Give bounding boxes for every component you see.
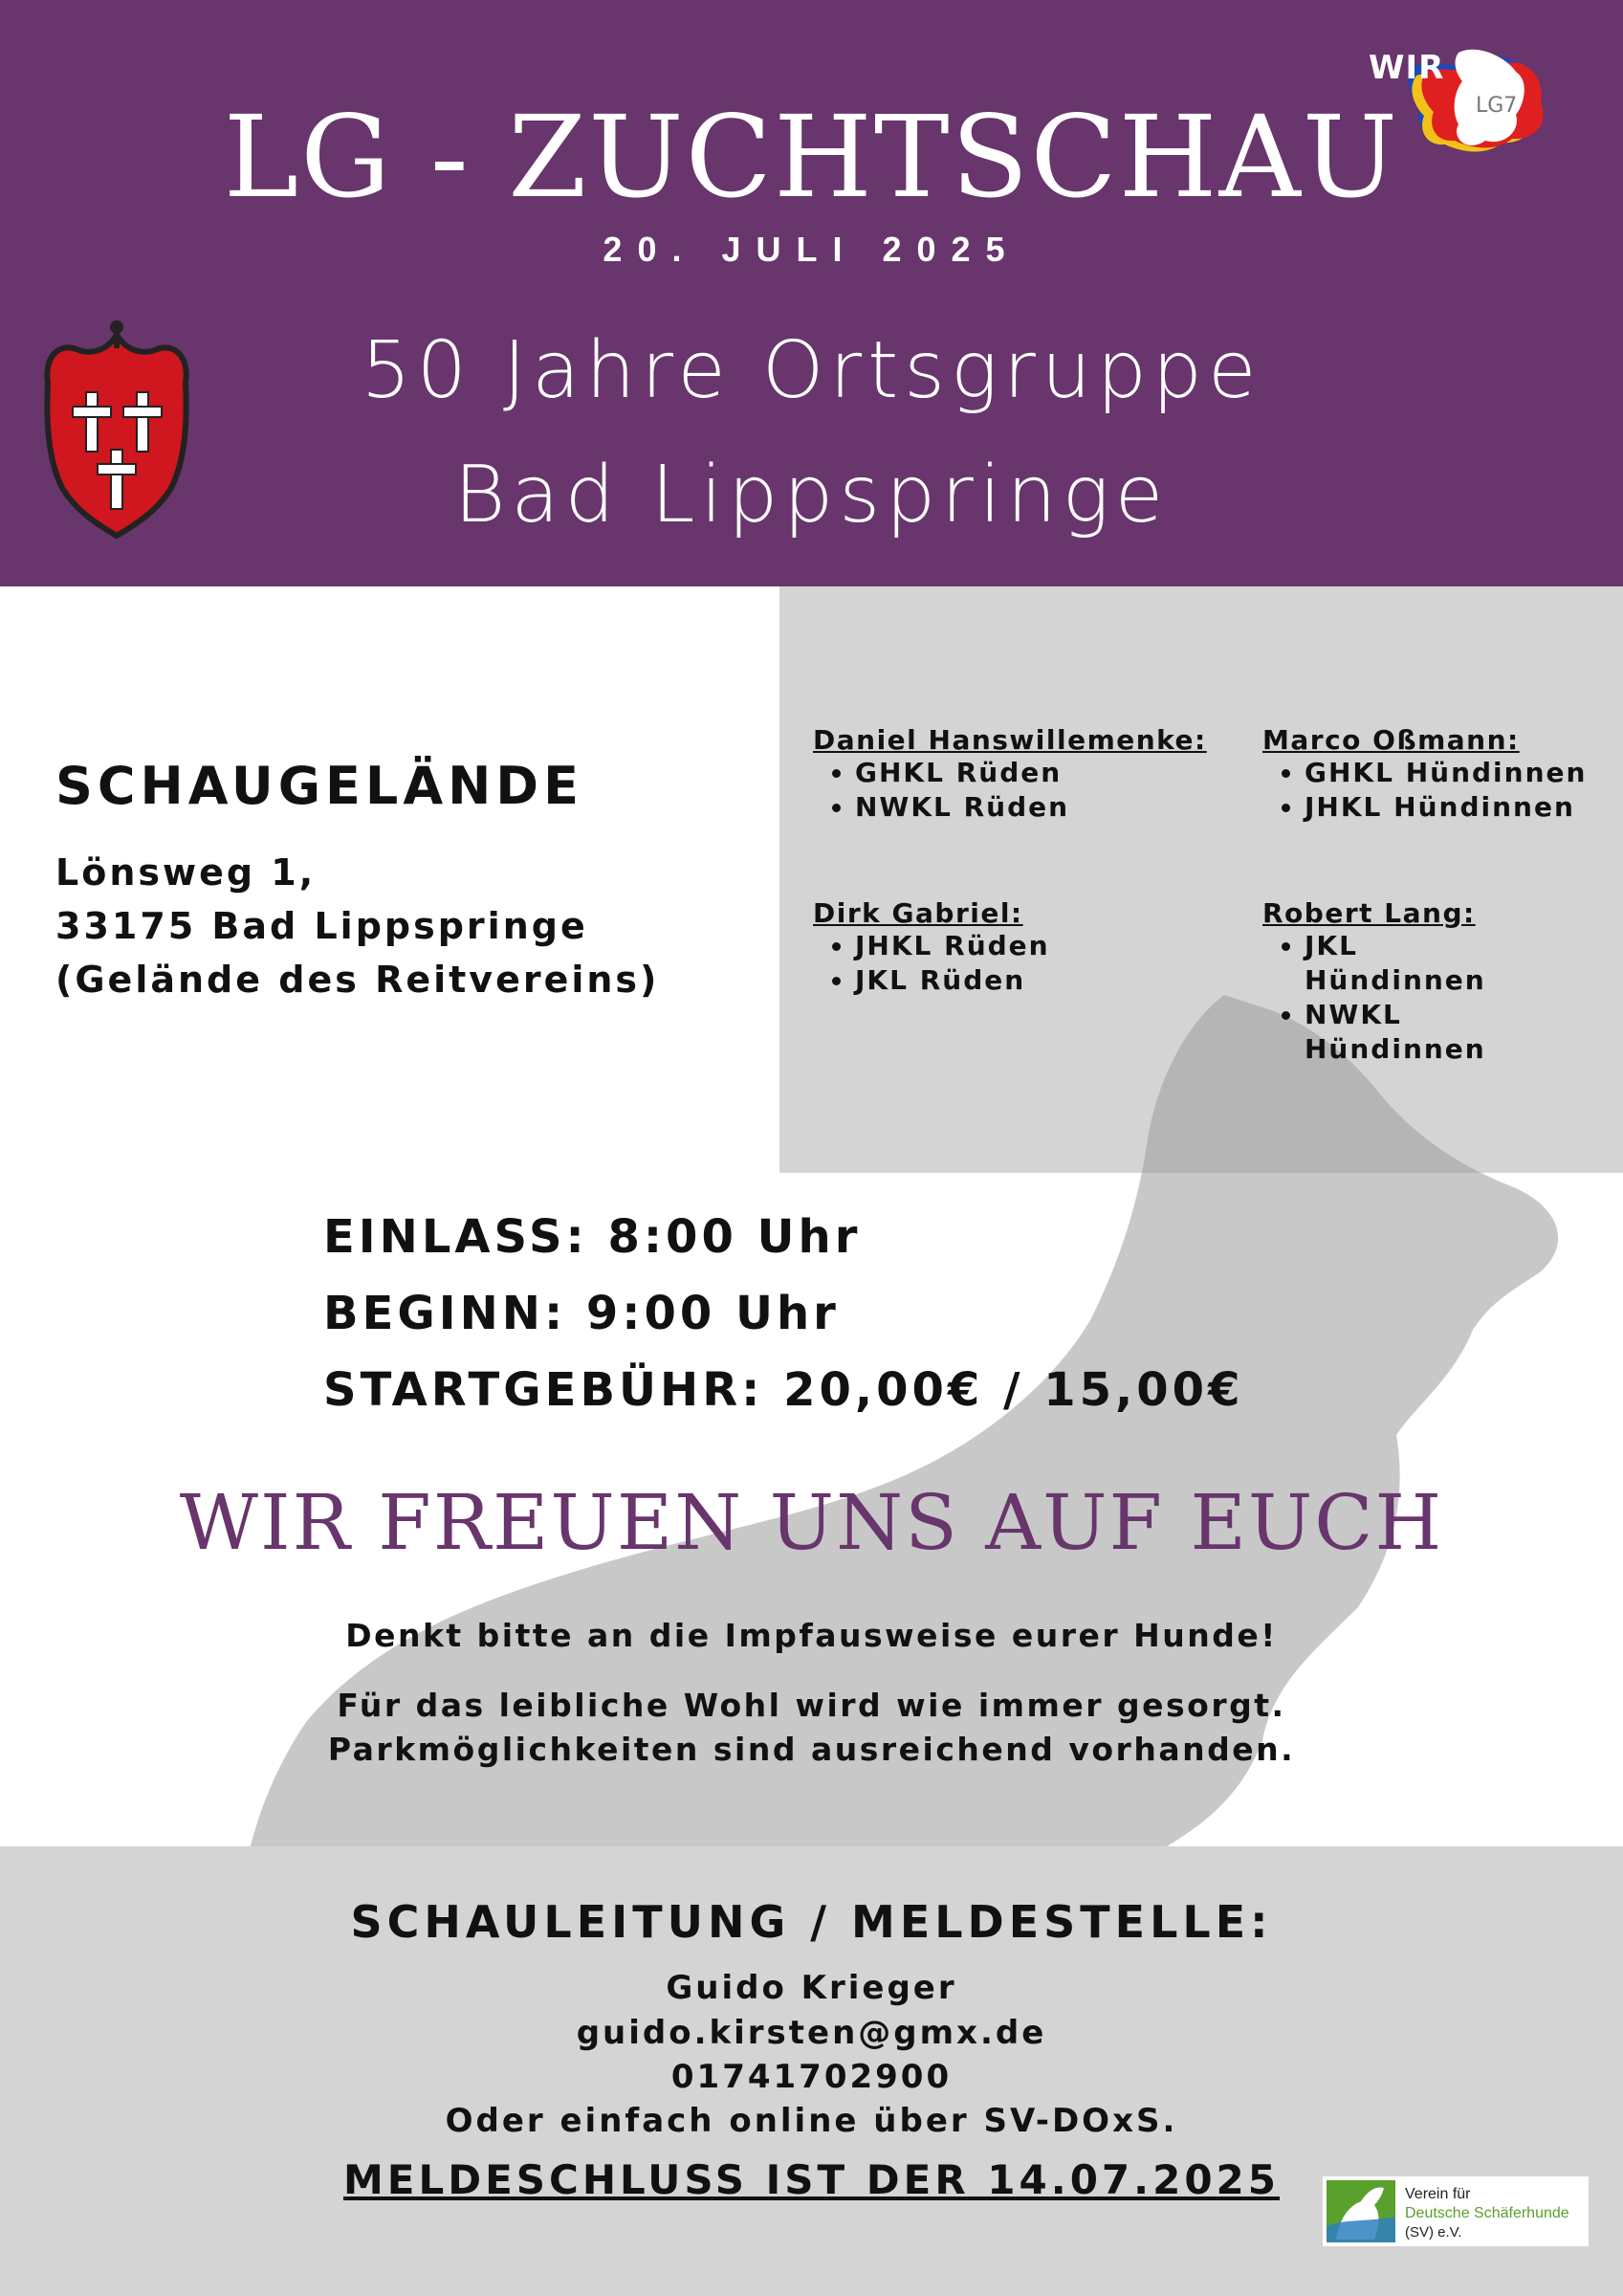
footer-heading: SCHAULEITUNG / MELDESTELLE: [350, 1896, 1273, 1948]
judge-class: • NWKL Rüden [855, 790, 1224, 825]
food-note: Für das leibliche Wohl wird wie immer gesorgt. [337, 1687, 1286, 1724]
slogan: WIR FREUEN UNS AUF EUCH [179, 1478, 1444, 1567]
parking-note: Parkmöglichkeiten sind ausreichend vorhanden. [327, 1731, 1296, 1768]
judge-class: • NWKL Hündinnen [1305, 998, 1496, 1067]
judge-class: • GHKL Hündinnen [1305, 756, 1607, 790]
entry-fee: STARTGEBÜHR: 20,00€ / 15,00€ [323, 1363, 1244, 1417]
judge-class: • JKL Rüden [855, 963, 1224, 998]
start-time: BEGINN: 9:00 Uhr [323, 1287, 840, 1340]
judge-block [813, 897, 1224, 998]
venue-note: (Gelände des Reitvereins) [55, 959, 660, 1001]
venue-heading: SCHAUGELÄNDE [55, 756, 584, 816]
judge-class: • JKL Hündinnen [1305, 929, 1549, 998]
judge-name: Marco Oßmann: [1262, 724, 1520, 756]
contact-phone[interactable]: 01741702900 [670, 2058, 953, 2096]
event-title: LG - ZUCHTSCHAU [223, 91, 1400, 223]
anniversary-line: 50 Jahre Ortsgruppe [361, 325, 1262, 416]
contact-name: Guido Krieger [666, 1969, 957, 2007]
online-note: Oder einfach online über SV-DOxS. [445, 2102, 1178, 2140]
sv-shepherd-icon [1327, 2180, 1395, 2242]
sv-logo-line2: Deutsche Schäferhunde [1405, 2205, 1569, 2221]
lg7-logo [1363, 33, 1592, 158]
judge-block [1262, 724, 1607, 825]
judge-class: • JHKL Rüden [855, 929, 1224, 963]
judge-name: Robert Lang: [1262, 897, 1476, 929]
coat-of-arms-icon [38, 316, 196, 541]
judge-name: Daniel Hanswillemenke: [813, 724, 1207, 756]
vaccination-note: Denkt bitte an die Impfausweise eurer Hunde! [345, 1617, 1278, 1654]
lg7-badge: LG7 [1476, 94, 1518, 118]
judge-class: • GHKL Rüden [855, 756, 1224, 790]
judge-class: • JHKL Hündinnen [1305, 790, 1607, 825]
venue-city: 33175 Bad Lippspringe [55, 905, 588, 947]
event-date: 20. JULI 2025 [603, 230, 1020, 269]
sv-logo-line1: Verein für [1405, 2186, 1471, 2202]
sv-logo [1323, 2176, 1589, 2246]
judge-block [813, 724, 1224, 825]
venue-street: Lönsweg 1, [55, 851, 317, 894]
admission-time: EINLASS: 8:00 Uhr [323, 1210, 862, 1264]
judge-name: Dirk Gabriel: [813, 897, 1023, 929]
deadline: MELDESCHLUSS IST DER 14.07.2025 [343, 2156, 1280, 2203]
contact-email[interactable]: guido.kirsten@gmx.de [576, 2014, 1047, 2052]
judge-block [1262, 897, 1549, 1067]
sv-logo-line3: (SV) e.V. [1405, 2224, 1462, 2241]
wir-logo-text: WIR [1369, 49, 1445, 87]
town-line: Bad Lippspringe [453, 450, 1170, 541]
